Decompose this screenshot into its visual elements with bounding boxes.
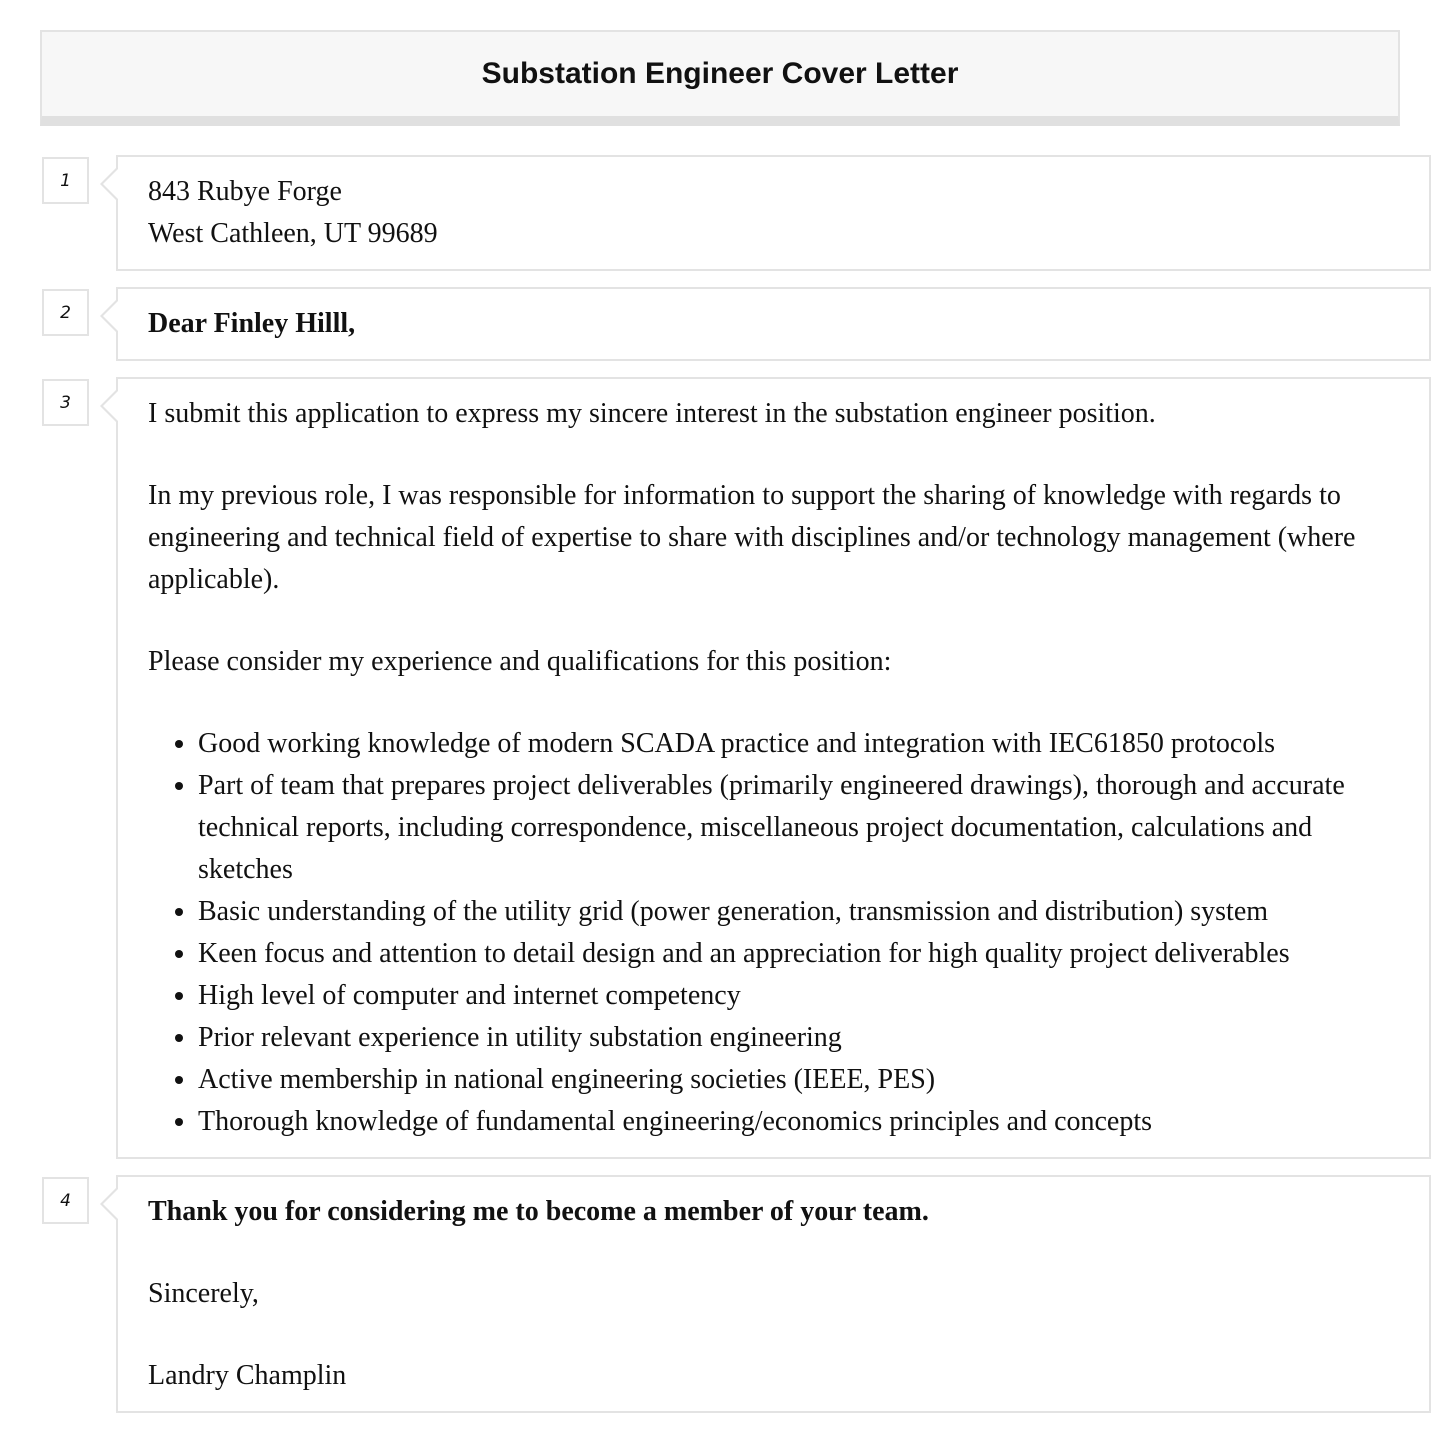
experience-paragraph: In my previous role, I was responsible for information to support the sharing of knowledge with regards to engineering and technical field of expertise to share with disciplines and/or technology management (where applicable). <box>148 480 1356 595</box>
address-block <box>116 155 1431 271</box>
list-item: • Part of team that prepares project deliverables (primarily engineered drawings), thorough and accurate technical reports, including correspondence, miscellaneous project documentation, calculations and sketches <box>198 765 1399 891</box>
body-block <box>116 377 1431 1159</box>
intro-paragraph: I submit this application to express my sincere interest in the substation engineer position. <box>148 398 1156 429</box>
greeting: Dear Finley Hilll, <box>148 308 356 339</box>
address-line: 843 Rubye Forge <box>148 176 342 207</box>
list-item: • Prior relevant experience in utility substation engineering <box>198 1017 1399 1059</box>
closing: Sincerely, <box>148 1278 259 1309</box>
greeting-block <box>116 287 1431 361</box>
list-item: • Basic understanding of the utility grid (power generation, transmission and distribution) system <box>198 891 1399 933</box>
section-number: 2 <box>42 289 89 336</box>
thanks-line: Thank you for considering me to become a member of your team. <box>148 1196 929 1227</box>
list-item: • Keen focus and attention to detail design and an appreciation for high quality project deliverables <box>198 933 1399 975</box>
signature: Landry Champlin <box>148 1360 347 1391</box>
list-item: • Thorough knowledge of fundamental engineering/economics principles and concepts <box>198 1101 1399 1143</box>
closing-block <box>116 1175 1431 1413</box>
list-item: • Active membership in national engineering societies (IEEE, PES) <box>198 1059 1399 1101</box>
list-item: • Good working knowledge of modern SCADA practice and integration with IEC61850 protocols <box>198 723 1399 765</box>
section-number: 3 <box>42 379 89 426</box>
section-number: 1 <box>42 157 89 204</box>
page-header <box>40 30 1400 126</box>
qualifications-lead: Please consider my experience and qualifications for this position: <box>148 646 892 677</box>
page-title: Substation Engineer Cover Letter <box>481 57 959 90</box>
section-number: 4 <box>42 1177 89 1224</box>
address-line: West Cathleen, UT 99689 <box>148 218 438 249</box>
list-item: • High level of computer and internet competency <box>198 975 1399 1017</box>
qualifications-list <box>148 723 1399 1143</box>
